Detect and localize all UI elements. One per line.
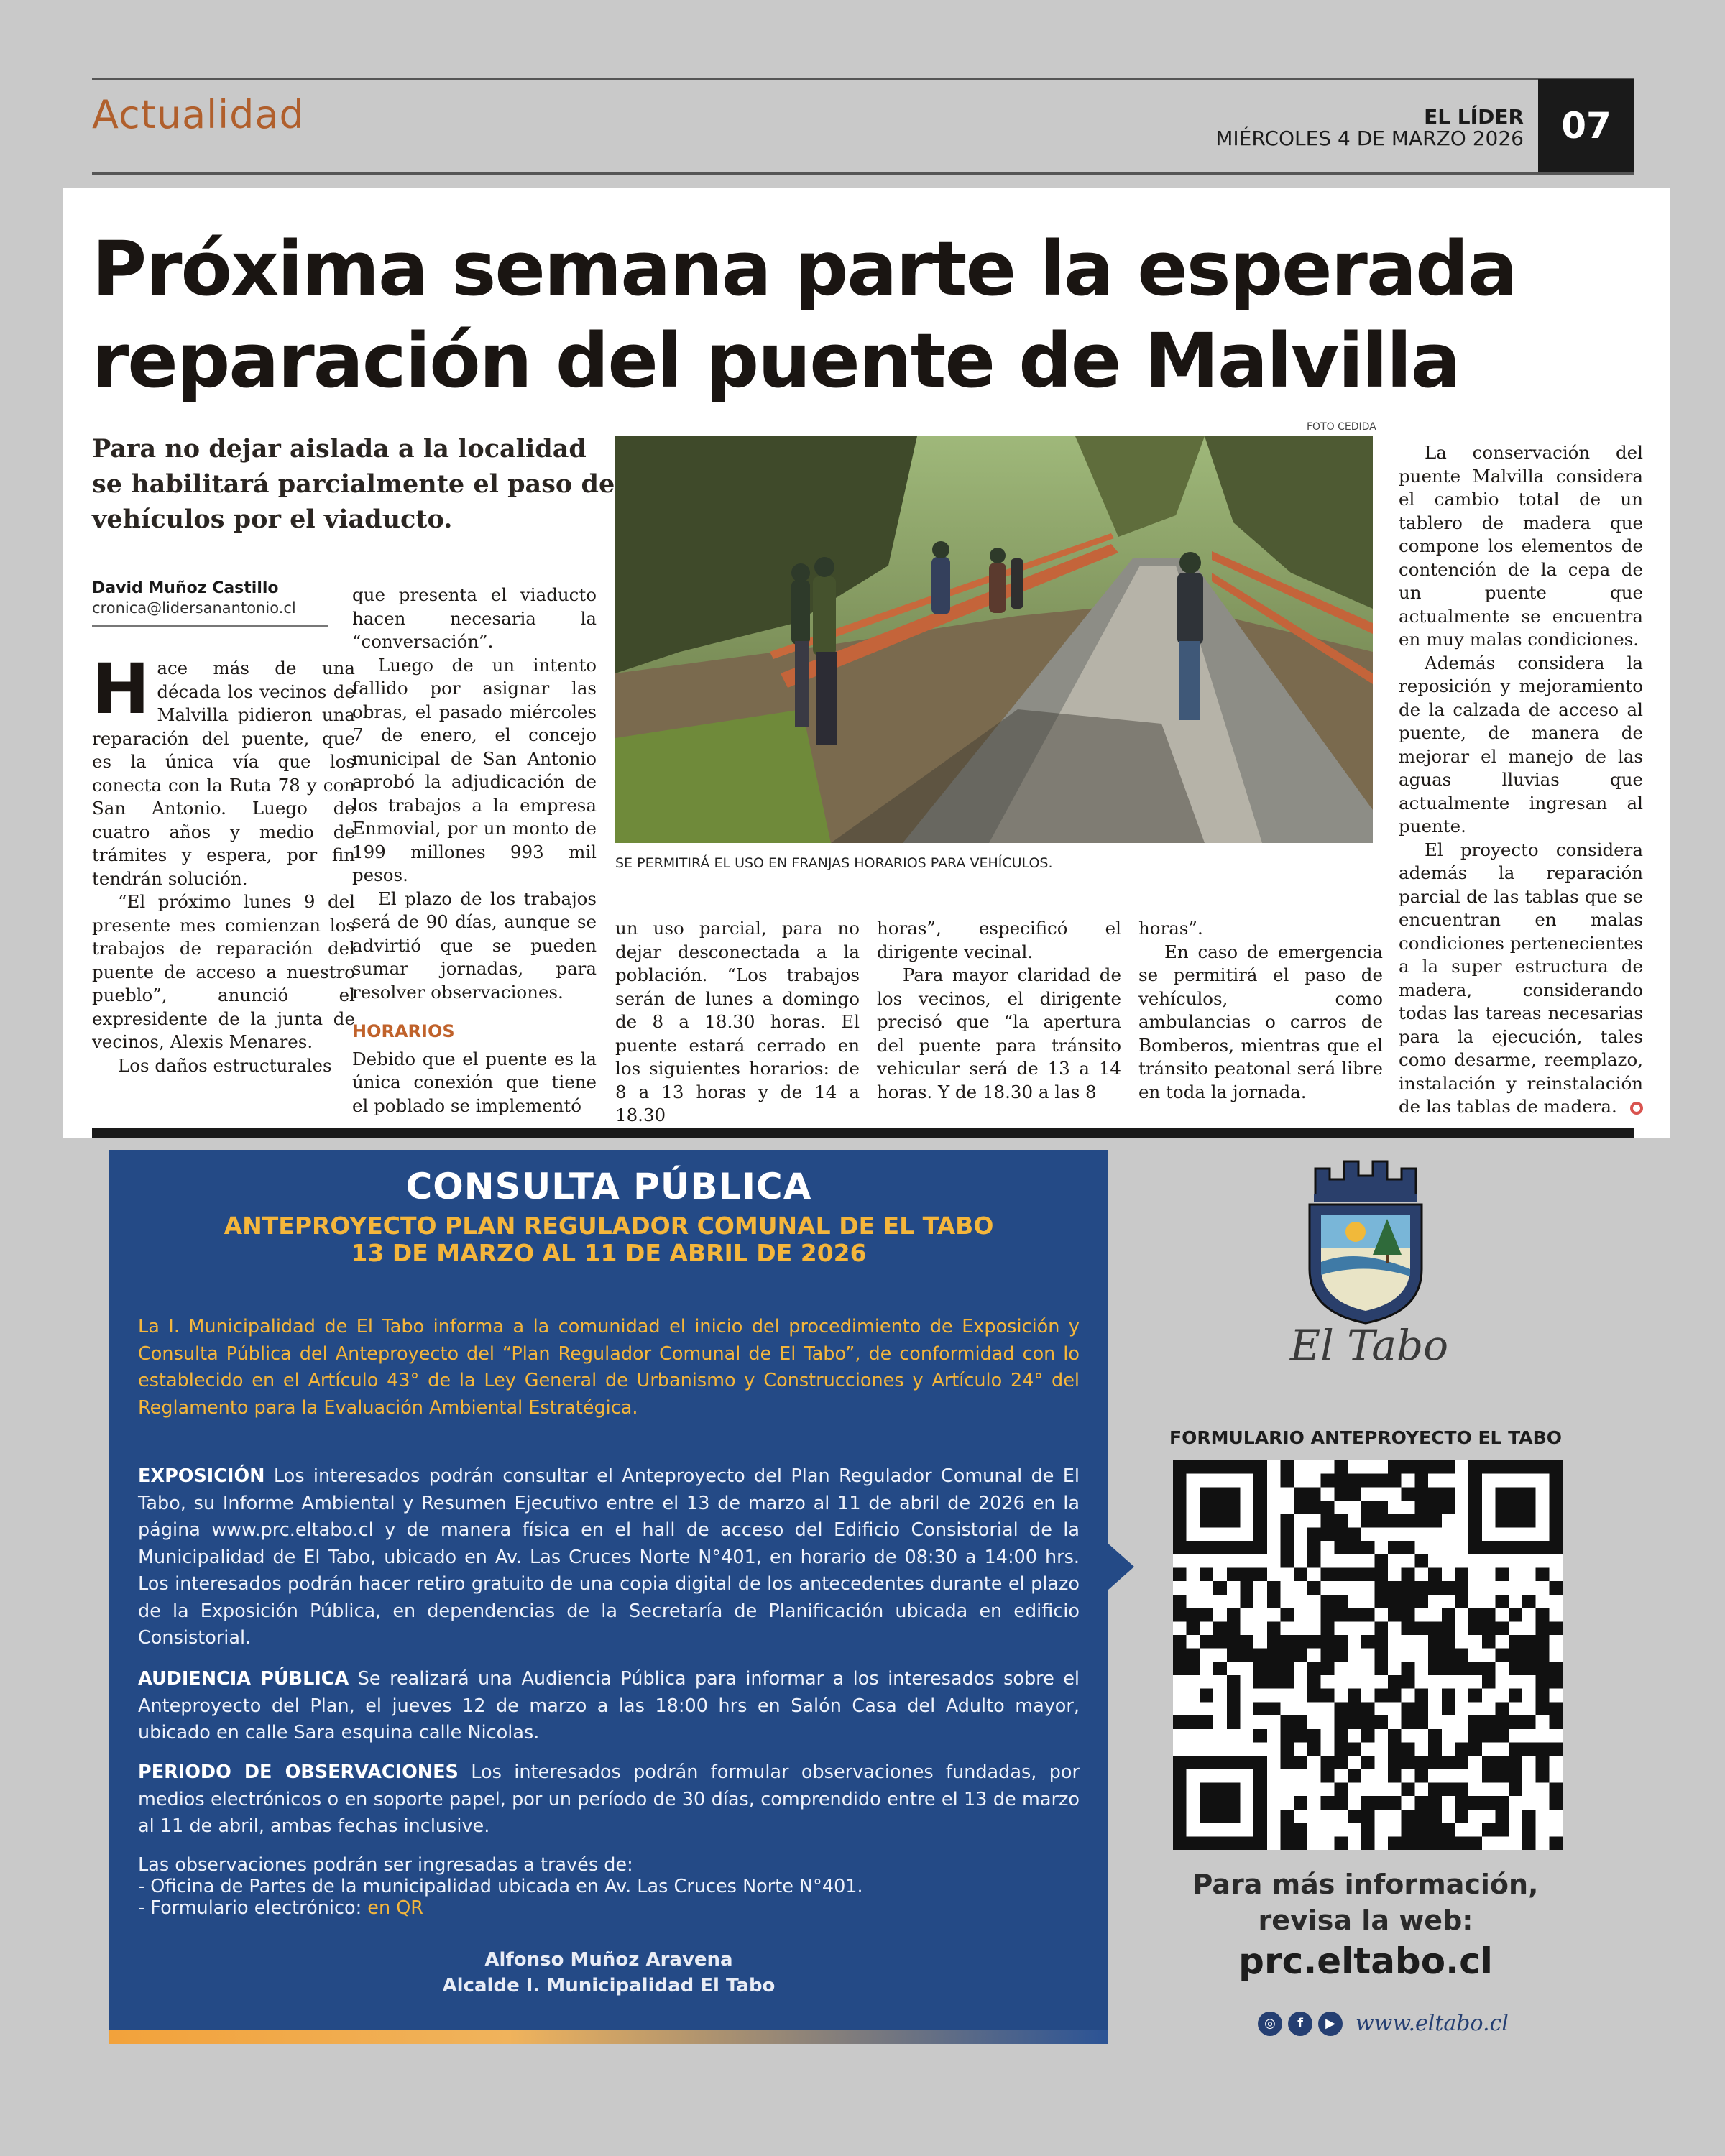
photo-credit: FOTO CEDIDA [1307,421,1376,433]
paragraph: El plazo de los trabajos será de 90 días, aunque se advirtió que se pueden sumar jornadas, para resolver observaciones. [352,888,597,1003]
paragraph: que presenta el viaducto hacen necesaria la “conversación”. [352,584,597,652]
photo-caption: SE PERMITIRÁ EL USO EN FRANJAS HORARIOS PARA VEHÍCULOS. [615,855,1053,871]
facebook-icon[interactable]: f [1288,2012,1312,2036]
public-consultation-ad [109,1150,1108,2044]
paragraph: horas”. [1138,918,1203,939]
article-column-3 [615,917,860,1128]
ad-periodo-text: Los interesados podrán formular observaciones fundadas, por medios electrónicos o en soporte papel, por un período de 30 días, comprendido entre el 13 de marzo al 11 de abril, ambas fechas inclusive. [138,1761,1080,1837]
header-top-rule [92,78,1634,80]
ad-exposicion-label: EXPOSICIÓN [138,1465,265,1487]
paragraph: un uso parcial, para no dejar desconectada a la población. “Los trabajos serán de lunes a domingo de 8 a 18.30 horas. El puente estará cerrado en los siguientes horarios: de 8 a 13 horas y de 14 a 18.30 [615,918,860,1125]
lead-paragraph [92,649,355,890]
paragraph: Debido que el puente es la única conexión que tiene el poblado se implementó [352,1048,597,1116]
bridge-photo-illustration [615,436,1373,843]
youtube-icon[interactable]: ▶ [1318,2012,1343,2036]
ad-arrow-pointer [1108,1544,1134,1590]
crest-icon [1294,1147,1438,1327]
paragraph [1399,839,1643,1119]
el-tabo-logo: El Tabo [1289,1321,1449,1370]
lead-text: ace más de una década los vecinos de Malvilla pidieron una reparación del puente, que es la única vía que los conecta con la Ruta 78 y con San Antonio. Luego de cuatro años y medio de trámites y espera, por fin tendrán solución. [92,658,355,889]
article-headline: Próxima semana parte la esperada reparación del puente de Malvilla [92,225,1517,405]
article-column-4 [877,917,1121,1104]
more-info-line-1: Para más información, [1192,1869,1539,1900]
more-info-line-2: revisa la web: [1258,1904,1473,1936]
article-column-5 [1138,917,1383,1104]
paragraph: Luego de un intento fallido por asignar las obras, el pasado miércoles 7 de enero, el concejo municipal de San Antonio aprobó la adjudicación de los trabajos a la empresa Enmovial, por un monto de 199 millones 993 mil pesos. [352,654,597,885]
paragraph: Además considera la reposición y mejoramiento de la calzada de acceso al puente, de manera de mejorar el manejo de las aguas lluvias que actualmente ingresan al puente. [1399,652,1643,837]
paragraph: Para mayor claridad de los vecinos, el dirigente precisó que “la apertura del puente para tránsito vehicular será de 13 a 14 horas. Y de 18.30 a las 8 [877,964,1121,1102]
signer-title: Alcalde I. Municipalidad El Tabo [442,1975,776,1996]
qr-code[interactable] [1173,1460,1563,1850]
ad-exposicion [138,1463,1080,1652]
ad-dates: 13 DE MARZO AL 11 DE ABRIL DE 2026 [351,1239,867,1267]
ad-via-form [138,1897,1080,1919]
drop-cap: H [92,649,150,729]
header-bottom-rule [92,172,1634,175]
instagram-icon[interactable]: ◎ [1258,2012,1282,2036]
article-bottom-rule [92,1128,1634,1138]
ad-periodo [138,1759,1080,1841]
paragraph-text: El proyecto considera además la reparación parcial de las tablas que se encuentran en malas condiciones pertenecientes a la super estructura de madera, considerando todas las tareas necesarias para la ejecución, tales como desarme, reemplazo, instalación y reinstalación de las tablas de madera. [1399,839,1643,1117]
ad-audiencia-label: AUDIENCIA PÚBLICA [138,1668,349,1690]
end-of-article-icon [1630,1102,1643,1115]
qr-heading: FORMULARIO ANTEPROYECTO EL TABO [1169,1427,1562,1448]
article-column-2 [352,584,597,1118]
paragraph: “El próximo lunes 9 del presente mes comienzan los trabajos de reparación del puente de acceso a nuestro pueblo”, anunció el expresidente de la junta de vecinos, Alexis Menares. [92,891,355,1052]
ad-audiencia [138,1666,1080,1747]
more-info-url[interactable]: prc.eltabo.cl [1238,1940,1493,1982]
ad-periodo-label: PERIODO DE OBSERVACIONES [138,1761,459,1783]
social-bar [1258,2011,1545,2036]
ad-via-form-link: en QR [367,1897,424,1919]
author-email: cronica@lidersanantonio.cl [92,599,296,617]
ad-via-form-label: - Formulario electrónico: [138,1897,362,1919]
section-subhead: HORARIOS [352,1021,455,1041]
ad-title: CONSULTA PÚBLICA [405,1166,812,1207]
byline-divider [92,625,328,627]
ad-exposicion-text: Los interesados podrán consultar el Anteproyecto del Plan Regulador Comunal de El Tabo, su Informe Ambiental y Resumen Ejecutivo entre el 13 de marzo al 11 de abril de 2026 en la página www.prc.eltabo.cl y de manera física en el hall de acceso del Edificio Consistorial de la Municipalidad de El Tabo, ubicado en Av. Las Cruces Norte N°401, en horario de 08:30 a 14:00 hrs. Los interesados podrán hacer retiro gratuito de una copia digital de los antecedentes durante el plazo de la Exposición Pública, en dependencias de la Secretaría de Planificación ubicada en edificio Consistorial. [138,1465,1080,1649]
ad-audiencia-text: Se realizará una Audiencia Pública para informar a los interesados sobre el Anteproyecto del Plan, el jueves 12 de marzo a las 18:00 hrs en Salón Casa del Adulto mayor, ubicado en calle Sara esquina calle Nicolas. [138,1668,1080,1743]
ad-subtitle: ANTEPROYECTO PLAN REGULADOR COMUNAL DE EL TABO [224,1212,994,1240]
paragraph: horas”, especificó el dirigente vecinal. [877,918,1121,962]
section-title: Actualidad [92,92,305,137]
article-panel [63,188,1670,1138]
issue-date: MIÉRCOLES 4 DE MARZO 2026 [1215,126,1524,150]
author-name: David Muñoz Castillo [92,579,279,597]
article-column-1 [92,649,355,1077]
article-deck: Para no dejar aislada a la localidad se habilitará parcialmente el paso de vehículos por el viaducto. [92,434,615,534]
ad-submission-channels [138,1854,1080,1919]
paragraph: Los daños estructurales [118,1054,332,1076]
page-number: 07 [1538,79,1634,172]
signer-name: Alfonso Muñoz Aravena [484,1949,733,1971]
ad-via-office: - Oficina de Partes de la municipalidad ubicada en Av. Las Cruces Norte N°401. [138,1876,863,1897]
paragraph: En caso de emergencia se permitirá el paso de vehículos, como ambulancias o carros de Bomberos, mientras que el tránsito peatonal será libre en toda la jornada. [1138,941,1383,1102]
bridge-photo [615,436,1373,843]
ad-via-intro: Las observaciones podrán ser ingresadas a través de: [138,1854,633,1876]
paragraph: La conservación del puente Malvilla considera el cambio total de un tablero de madera que compone los elementos de contención de la cepa de un puente que actualmente se encuentra en muy malas condiciones. [1399,442,1643,650]
article-column-6 [1399,441,1643,1119]
website-link[interactable]: www.eltabo.cl [1356,2011,1509,2036]
ad-intro: La I. Municipalidad de El Tabo informa a la comunidad el inicio del procedimiento de Exposición y Consulta Pública del Anteproyecto del “Plan Regulador Comunal de El Tabo”, de conformidad con lo establecido en el Artículo 43° de la Ley General de Urbanismo y Construcciones y Artículo 24° del Reglamento para la Evaluación Ambiental Estratégica. [138,1316,1080,1419]
qr-code-icon [1173,1460,1563,1850]
municipal-crest [1294,1147,1438,1327]
newspaper-name: EL LÍDER [1424,105,1524,129]
ad-bottom-gradient [109,2030,1108,2044]
